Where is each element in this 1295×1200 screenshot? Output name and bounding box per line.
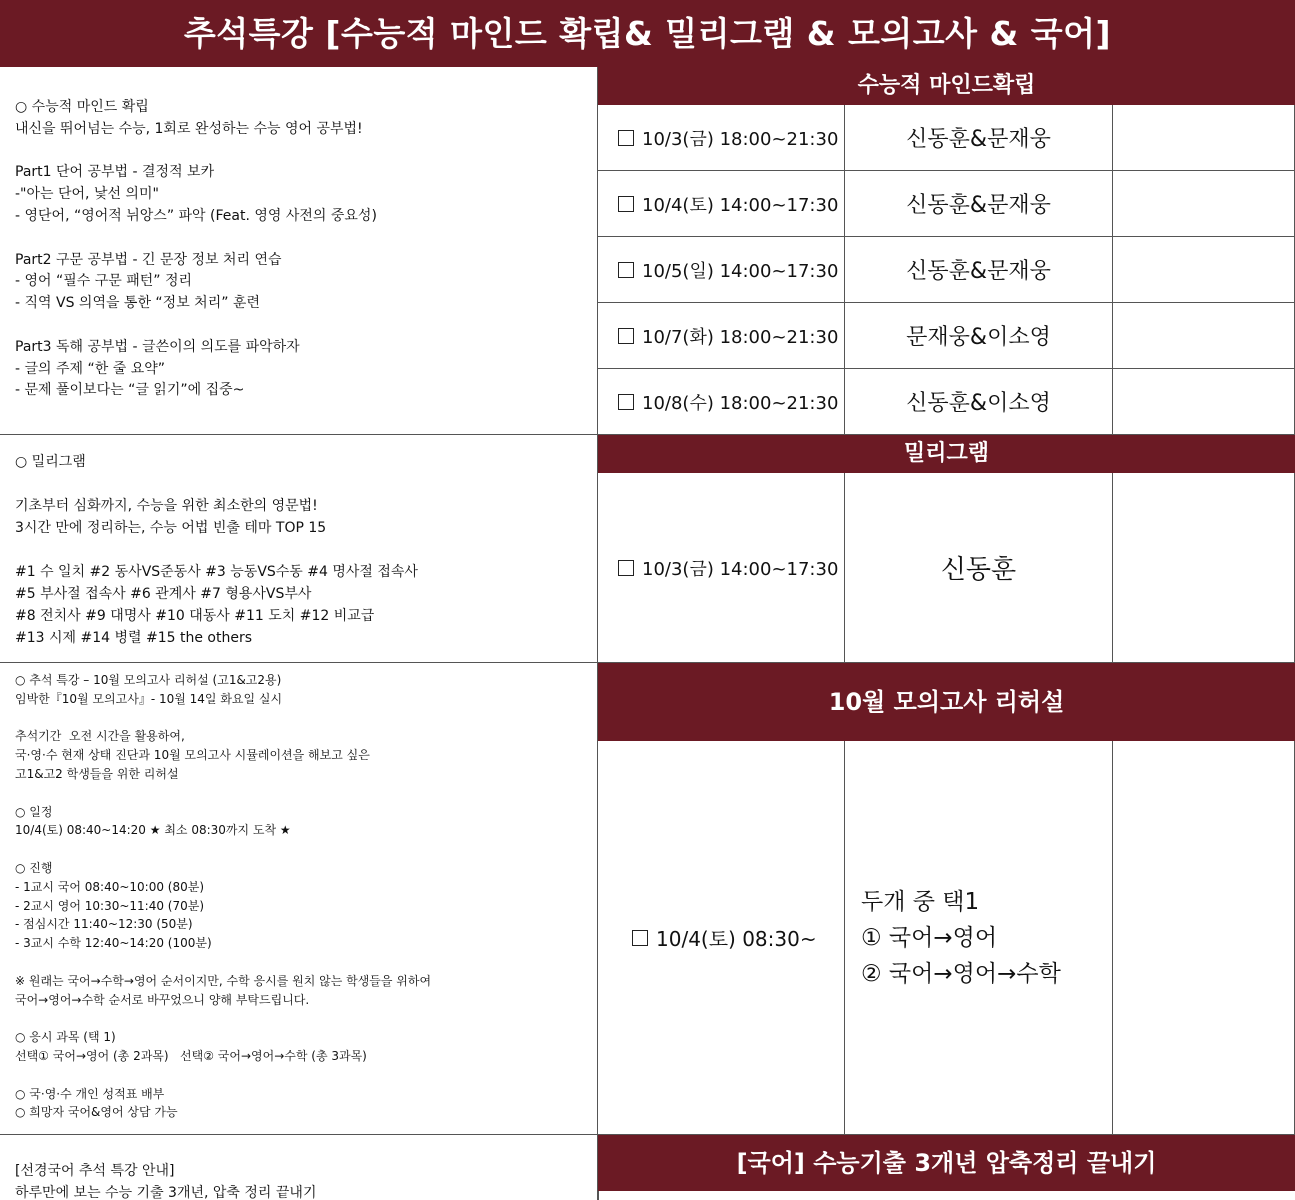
description-line: 3시간 만에 정리하는, 수능 어법 빈출 테마 TOP 15 (15, 520, 327, 536)
session-option[interactable] (598, 369, 845, 435)
exam-options (845, 741, 1113, 1135)
section2-description (0, 435, 598, 663)
description-line: Part1 단어 공부법 - 결정적 보카 (15, 164, 215, 181)
description-line: ○ 국·영·수 개인 성적표 배부 (15, 1086, 165, 1101)
description-line: ※ 원래는 국어→수학→영어 순서이지만, 수학 응시를 원치 않는 학생들을 위하여 (15, 973, 432, 988)
session-option[interactable] (598, 741, 845, 1135)
section2-description-lines (15, 451, 597, 649)
description-line: 내신을 뛰어넘는 수능, 1회로 완성하는 수능 영어 공부법! (15, 120, 363, 137)
description-line: ○ 추석 특강 – 10월 모의고사 리허설 (고1&고2용) (15, 673, 282, 687)
empty-cell (1113, 237, 1295, 303)
description-line: -"아는 단어, 낯선 의미" (15, 186, 159, 203)
section3-header: 10월 모의고사 리허설 (598, 663, 1295, 741)
empty-cell (1113, 473, 1295, 663)
page-title: 추석특강 [수능적 마인드 확립& 밀리그램 & 모의고사 & 국어] (0, 0, 1295, 67)
section2-header: 밀리그램 (598, 435, 1295, 473)
description-line: ○ 일정 (15, 804, 53, 819)
description-line (15, 473, 597, 495)
session-time: 10/7(화) 18:00~21:30 (642, 326, 839, 348)
session-option[interactable] (598, 171, 845, 237)
session-time: 10/8(수) 18:00~21:30 (642, 392, 839, 414)
description-line: #1 수 일치 #2 동사VS준동사 #3 능동VS수동 #4 명사절 접속사 (15, 564, 418, 580)
session-option[interactable] (598, 237, 845, 303)
session-teachers: 신동훈&문재웅 (845, 237, 1113, 303)
description-line: ○ 진행 (15, 860, 53, 875)
description-line: - 1교시 국어 08:40~10:00 (80분) (15, 879, 205, 894)
session-time: 10/4(토) 14:00~17:30 (642, 194, 839, 216)
section3-description-lines (15, 671, 597, 1122)
description-line: - 영어 “필수 구문 패턴” 정리 (15, 273, 193, 290)
description-line: #8 전치사 #9 대명사 #10 대동사 #11 도치 #12 비교급 (15, 608, 375, 624)
description-line: ○ 응시 과목 (택 1) (15, 1030, 116, 1045)
section4-description-lines (15, 1160, 597, 1200)
description-line: 하루만에 보는 수능 기출 3개년, 압축 정리 끝내기 (15, 1185, 317, 1200)
description-line: 선택① 국어→영어 (총 2과목) 선택② 국어→영어→수학 (총 3과목) (15, 1048, 367, 1063)
description-line: ○ 수능적 마인드 확립 (15, 99, 149, 115)
session-time: 10/5(일) 14:00~17:30 (642, 260, 839, 282)
description-line: - 문제 풀이보다는 “글 읽기”에 집중~ (15, 382, 245, 399)
description-line (15, 784, 597, 803)
checkbox-icon[interactable] (618, 560, 634, 576)
session-teachers: 신동훈&문재웅 (845, 171, 1113, 237)
description-line: - 2교시 영어 10:30~11:40 (70분) (15, 898, 205, 913)
checkbox-icon[interactable] (618, 328, 634, 344)
option-2: ② 국어→영어→수학 (861, 960, 1061, 987)
empty-cell (1113, 303, 1295, 369)
description-line (15, 539, 597, 561)
section4-description (0, 1135, 598, 1200)
session-teachers: 신동훈&이소영 (845, 369, 1113, 435)
checkbox-icon[interactable] (632, 930, 648, 946)
session-option[interactable] (598, 303, 845, 369)
description-line (15, 1009, 597, 1028)
checkbox-icon[interactable] (618, 130, 634, 146)
description-line (15, 141, 597, 163)
session-teachers: 문재웅&이소영 (845, 303, 1113, 369)
section1-header: 수능적 마인드확립 (598, 67, 1295, 105)
description-line: #13 시제 #14 병렬 #15 the others (15, 630, 252, 646)
description-line (15, 709, 597, 728)
description-line: 10/4(토) 08:40~14:20 ★ 최소 08:30까지 도착 ★ (15, 823, 291, 838)
description-line: - 3교시 수학 12:40~14:20 (100분) (15, 936, 212, 951)
description-line: [선경국어 추석 특강 안내] (15, 1163, 175, 1179)
description-line: ○ 밀리그램 (15, 454, 86, 470)
description-line: 국어→영어→수학 순서로 바꾸었으니 양해 부탁드립니다. (15, 992, 310, 1007)
section3-description (0, 663, 598, 1135)
empty-cell (1113, 741, 1295, 1135)
description-line: 기초부터 심화까지, 수능을 위한 최소한의 영문법! (15, 498, 318, 514)
description-line (15, 840, 597, 859)
description-line: 고1&고2 학생들을 위한 리허설 (15, 766, 179, 781)
description-line: - 직역 VS 의역을 통한 “정보 처리” 훈련 (15, 295, 260, 312)
session-option[interactable] (598, 473, 845, 663)
option-1: ① 국어→영어 (861, 924, 998, 951)
description-line: #5 부사절 접속사 #6 관계사 #7 형용사VS부사 (15, 586, 312, 602)
checkbox-icon[interactable] (618, 262, 634, 278)
description-line (15, 953, 597, 972)
section1-description (0, 67, 598, 435)
empty-cell (1113, 171, 1295, 237)
description-line: - 글의 주제 “한 줄 요약” (15, 360, 166, 377)
checkbox-icon[interactable] (618, 394, 634, 410)
description-line: ○ 희망자 국어&영어 상담 가능 (15, 1105, 178, 1120)
description-line: - 영단어, “영어적 뉘앙스” 파악 (Feat. 영영 사전의 중요성) (15, 207, 377, 224)
description-line: 임박한『10월 모의고사』- 10월 14일 화요일 실시 (15, 691, 283, 706)
session-time: 10/3(금) 18:00~21:30 (642, 128, 839, 150)
checkbox-icon[interactable] (618, 196, 634, 212)
description-line: 국·영·수 현재 상태 진단과 10월 모의고사 시뮬레이션을 해보고 싶은 (15, 748, 370, 763)
description-line (15, 1066, 597, 1085)
description-line (15, 315, 597, 337)
session-time: 10/3(금) 14:00~17:30 (642, 558, 839, 580)
empty-cell (1113, 369, 1295, 435)
description-line: 추석기간 오전 시간을 활용하여, (15, 729, 185, 744)
description-line (15, 228, 597, 250)
description-line: Part3 독해 공부법 - 글쓴이의 의도를 파악하자 (15, 338, 300, 355)
description-line: Part2 구문 공부법 - 긴 문장 정보 처리 연습 (15, 251, 282, 268)
option-heading: 두개 중 택1 (861, 888, 980, 915)
empty-cell (1113, 105, 1295, 171)
section4-header: [국어] 수능기출 3개년 압축정리 끝내기 (598, 1135, 1295, 1191)
session-teachers: 신동훈&문재웅 (845, 105, 1113, 171)
session-option[interactable] (598, 105, 845, 171)
description-line: - 점심시간 11:40~12:30 (50분) (15, 917, 193, 932)
section1-description-lines (15, 97, 597, 402)
session-teachers: 신동훈 (845, 473, 1113, 663)
session-time: 10/4(토) 08:30~ (656, 927, 817, 951)
section4-table-top (598, 1191, 1295, 1200)
